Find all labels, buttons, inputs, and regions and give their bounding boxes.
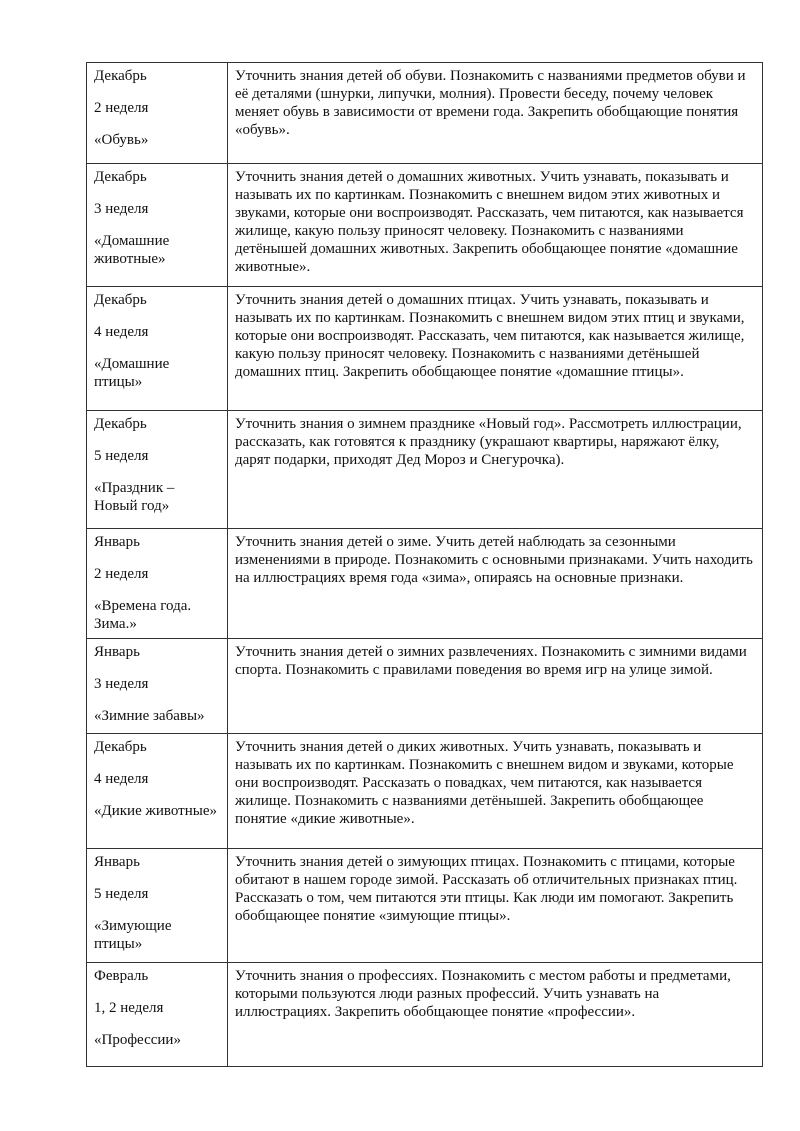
period-cell [87, 529, 228, 639]
table-row [87, 529, 763, 639]
period-cell [87, 639, 228, 734]
period-cell [87, 849, 228, 963]
topic-label: «Зимующие птицы» [94, 918, 172, 952]
period-cell [87, 164, 228, 287]
lesson-plan-table [86, 62, 763, 1067]
content-cell: Уточнить знания детей о диких животных. Учить узнавать, показывать и называть их по картинкам. Познакомить с внешнем видом и звуками, которые они воспроизводят. Рассказать о повадках, чем питаются, как называется жилище. Познакомить с названиями детёнышей. Закрепить обобщающее понятие «дикие животные». [228, 734, 763, 849]
table-row [87, 63, 763, 164]
topic-label: «Дикие животные» [94, 803, 217, 819]
week-label: 2 неделя [94, 100, 149, 116]
table-row [87, 639, 763, 734]
period-cell [87, 734, 228, 849]
table-row [87, 411, 763, 529]
topic-label: «Домашние животные» [94, 233, 170, 267]
content-cell: Уточнить знания детей о зиме. Учить детей наблюдать за сезонными изменениями в природе. Познакомить с основными признаками. Учить находить на иллюстрациях время года «зима», опираясь на основные признаки. [228, 529, 763, 639]
month-label: Февраль [94, 968, 149, 984]
table-row [87, 164, 763, 287]
content-cell: Уточнить знания детей об обуви. Познакомить с названиями предметов обуви и её деталями (шнурки, липучки, молния). Провести беседу, почему человек меняет обувь в зависимости от времени года. Закрепить обобщающие понятия «обувь». [228, 63, 763, 164]
content-cell: Уточнить знания детей о домашних животных. Учить узнавать, показывать и называть их по картинкам. Познакомить с внешнем видом этих животных и звуками, которые они воспроизводят. Рассказать, чем питаются, как называется жилище, какую пользу приносят человеку. Познакомить с названиями детёнышей домашних животных. Закрепить обобщающее понятие «домашние животные». [228, 164, 763, 287]
content-cell: Уточнить знания о профессиях. Познакомить с местом работы и предметами, которыми пользуются люди разных профессий. Учить узнавать на иллюстрациях. Закрепить обобщающее понятие «профессии». [228, 963, 763, 1067]
week-label: 1, 2 неделя [94, 1000, 164, 1016]
table-row [87, 963, 763, 1067]
period-cell [87, 411, 228, 529]
period-cell [87, 287, 228, 411]
period-cell [87, 63, 228, 164]
table-row [87, 734, 763, 849]
topic-label: «Зимние забавы» [94, 708, 205, 724]
topic-label: «Обувь» [94, 132, 149, 148]
topic-label: «Профессии» [94, 1032, 181, 1048]
topic-label: «Домашние птицы» [94, 356, 170, 390]
month-label: Январь [94, 534, 140, 550]
week-label: 3 неделя [94, 676, 149, 692]
week-label: 4 неделя [94, 771, 149, 787]
week-label: 5 неделя [94, 448, 149, 464]
week-label: 5 неделя [94, 886, 149, 902]
content-cell: Уточнить знания детей о зимних развлечениях. Познакомить с зимними видами спорта. Познакомить с правилами поведения во время игр на улице зимой. [228, 639, 763, 734]
content-cell: Уточнить знания детей о зимующих птицах. Познакомить с птицами, которые обитают в нашем городе зимой. Рассказать об отличительных признаках птиц. Рассказать о том, чем питаются эти птицы. Как люди им помогают. Закрепить обобщающее понятие «зимующие птицы». [228, 849, 763, 963]
month-label: Декабрь [94, 169, 147, 185]
month-label: Декабрь [94, 292, 147, 308]
content-cell: Уточнить знания о зимнем празднике «Новый год». Рассмотреть иллюстрации, рассказать, как готовятся к празднику (украшают квартиры, наряжают ёлку, дарят подарки, приходят Дед Мороз и Снегурочка). [228, 411, 763, 529]
month-label: Декабрь [94, 68, 147, 84]
week-label: 3 неделя [94, 201, 149, 217]
month-label: Декабрь [94, 416, 147, 432]
week-label: 2 неделя [94, 566, 149, 582]
month-label: Январь [94, 644, 140, 660]
topic-label: «Времена года. Зима.» [94, 598, 192, 632]
month-label: Январь [94, 854, 140, 870]
week-label: 4 неделя [94, 324, 149, 340]
month-label: Декабрь [94, 739, 147, 755]
content-cell: Уточнить знания детей о домашних птицах. Учить узнавать, показывать и называть их по картинкам. Познакомить с внешнем видом этих птиц и звуками, которые они воспроизводят. Рассказать, чем питаются, как называется жилище, какую пользу приносят человеку. Познакомить с названиями детёнышей домашних птиц. Закрепить обобщающее понятие «домашние птицы». [228, 287, 763, 411]
table-row [87, 287, 763, 411]
period-cell [87, 963, 228, 1067]
topic-label: «Праздник – Новый год» [94, 480, 175, 514]
table-row [87, 849, 763, 963]
